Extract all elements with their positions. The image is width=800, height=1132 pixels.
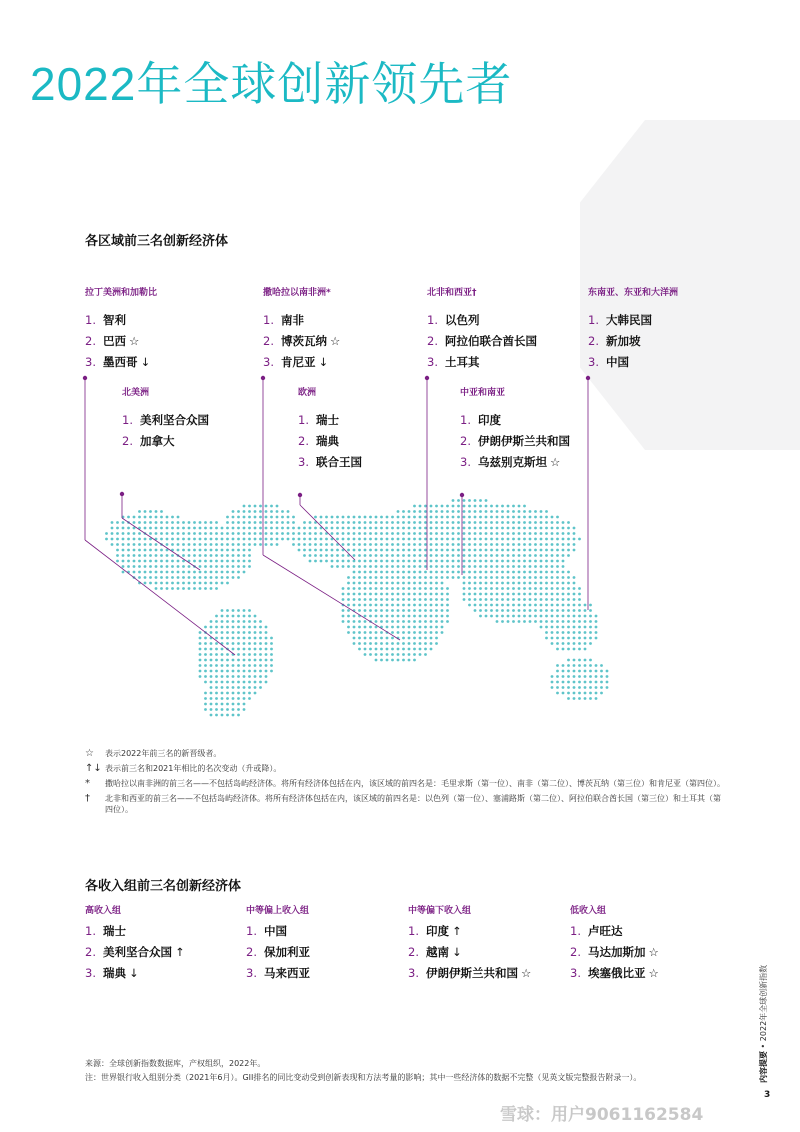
list-item xyxy=(408,923,531,939)
region-name: 拉丁美洲和加勒比 xyxy=(85,288,158,298)
rank-number: 3. xyxy=(85,355,96,369)
income-ranking-list xyxy=(570,923,659,981)
legend-row-asterisk xyxy=(85,778,725,789)
rank-mark: ↓ xyxy=(129,966,139,980)
rank-mark: ☆ xyxy=(550,455,561,469)
rank-number: 2. xyxy=(298,434,309,448)
economy-name: 以色列 xyxy=(445,313,480,327)
rank-number: 1. xyxy=(427,313,438,327)
rank-number: 2. xyxy=(85,334,96,348)
rank-mark: ↑ xyxy=(452,924,462,938)
rank-mark: ☆ xyxy=(330,334,341,348)
region-north-america xyxy=(122,385,212,454)
up-down-arrow-icon: ↑↓ xyxy=(85,763,102,774)
connector-dot xyxy=(586,376,590,380)
list-item xyxy=(408,944,531,960)
legend-text: 表示前三名和2021年相比的名次变动（升或降）。 xyxy=(105,764,282,773)
list-item xyxy=(460,454,573,470)
rank-number: 3. xyxy=(246,966,257,980)
economy-name: 乌兹别克斯坦 xyxy=(478,455,547,469)
list-item xyxy=(427,333,540,349)
region-central-south-asia xyxy=(460,385,573,475)
economy-name: 联合王国 xyxy=(316,455,362,469)
region-ranking-list xyxy=(460,412,573,470)
list-item xyxy=(588,333,678,349)
income-group-upper-middle xyxy=(246,903,313,986)
rank-number: 3. xyxy=(460,455,471,469)
income-ranking-list xyxy=(246,923,313,981)
list-item xyxy=(427,312,540,328)
economy-name: 美利坚合众国 xyxy=(140,413,209,427)
economy-name: 新加坡 xyxy=(606,334,641,348)
page-title: 2022年全球创新领先者 xyxy=(30,58,513,110)
list-item xyxy=(263,333,340,349)
rank-number: 2. xyxy=(427,334,438,348)
page-number: 3 xyxy=(764,1090,771,1100)
list-item xyxy=(85,333,157,349)
rank-mark: ↓ xyxy=(140,355,151,369)
region-latin-america xyxy=(85,285,157,375)
economy-name: 墨西哥 xyxy=(103,355,138,369)
economy-name: 埃塞俄比亚 xyxy=(588,966,646,980)
region-ranking-list xyxy=(85,312,157,370)
rank-number: 2. xyxy=(122,434,133,448)
list-item xyxy=(298,412,365,428)
income-group-lower-middle xyxy=(408,903,531,986)
economy-name: 瑞士 xyxy=(316,413,339,427)
rank-number: 3. xyxy=(588,355,599,369)
connector-namerica-diag xyxy=(122,518,200,570)
dagger-icon: † xyxy=(85,793,90,804)
economy-name: 印度 xyxy=(426,924,449,938)
asterisk-icon: * xyxy=(85,778,90,789)
list-item xyxy=(85,312,157,328)
region-ranking-list xyxy=(427,312,540,370)
legend-row-star xyxy=(85,748,725,759)
list-item xyxy=(570,944,659,960)
sidebar-section: 内容提要 xyxy=(759,1051,768,1083)
list-item xyxy=(588,312,678,328)
list-item xyxy=(460,433,573,449)
economy-name: 大韩民国 xyxy=(606,313,652,327)
rank-number: 2. xyxy=(588,334,599,348)
rank-number: 1. xyxy=(588,313,599,327)
legend-text: 北非和西亚的前三名——不包括岛屿经济体。将所有经济体包括在内，该区域的前四名是：以色列（第一位）、塞浦路斯（第二位）、阿拉伯联合酋长国（第三位）和土耳其（第四位）。 xyxy=(105,794,721,814)
rank-number: 3. xyxy=(298,455,309,469)
income-group-name: 低收入组 xyxy=(570,906,607,916)
rank-number: 2. xyxy=(570,945,581,959)
region-north-africa-west-asia xyxy=(427,285,540,375)
economy-name: 印度 xyxy=(478,413,501,427)
region-ranking-list xyxy=(588,312,678,370)
rank-mark: ↑ xyxy=(175,945,185,959)
rank-number: 1. xyxy=(263,313,274,327)
economy-name: 马达加斯加 xyxy=(588,945,646,959)
region-ranking-list xyxy=(298,412,365,470)
watermark: 雪球：用户9061162584 xyxy=(500,1105,704,1125)
rank-mark: ↓ xyxy=(452,945,462,959)
economy-name: 中国 xyxy=(264,924,287,938)
income-group-name: 中等偏上收入组 xyxy=(246,906,310,916)
connector-dot xyxy=(120,492,124,496)
economy-name: 瑞士 xyxy=(103,924,126,938)
rank-number: 3. xyxy=(263,355,274,369)
rank-number: 3. xyxy=(570,966,581,980)
rank-number: 1. xyxy=(246,924,257,938)
region-sub-saharan-africa xyxy=(263,285,340,375)
list-item xyxy=(85,944,185,960)
income-group-low xyxy=(570,903,659,986)
income-group-name: 中等偏下收入组 xyxy=(408,906,472,916)
income-group-high xyxy=(85,903,185,986)
economy-name: 博茨瓦纳 xyxy=(281,334,327,348)
region-europe xyxy=(298,385,365,475)
list-item xyxy=(298,433,365,449)
connector-dot xyxy=(298,493,302,497)
economy-name: 卢旺达 xyxy=(588,924,623,938)
rank-mark: ☆ xyxy=(129,334,140,348)
region-name: 北美洲 xyxy=(122,388,150,398)
region-name: 中亚和南亚 xyxy=(460,388,506,398)
list-item xyxy=(427,354,540,370)
legend-text: 撒哈拉以南非洲的前三名——不包括岛屿经济体。将所有经济体包括在内，该区域的前四名是：毛里求斯（第一位）、南非（第二位）、博茨瓦纳（第三位）和肯尼亚（第四位）。 xyxy=(105,779,725,788)
economy-name: 马来西亚 xyxy=(264,966,310,980)
rank-mark: ☆ xyxy=(648,945,659,959)
economy-name: 肯尼亚 xyxy=(281,355,316,369)
income-ranking-list xyxy=(408,923,531,981)
rank-mark: ☆ xyxy=(648,966,659,980)
income-group-name: 高收入组 xyxy=(85,906,122,916)
list-item xyxy=(263,312,340,328)
income-note: 注：世界银行收入组别分类（2021年6月）。GII排名的同比变动受到创新表现和方法考量的影响；其中一些经济体的数据不完整（见英文版完整报告附录一）。 xyxy=(85,1073,642,1082)
income-section-title: 各收入组前三名创新经济体 xyxy=(85,879,242,894)
rank-number: 2. xyxy=(263,334,274,348)
economy-name: 阿拉伯联合酋长国 xyxy=(445,334,537,348)
list-item xyxy=(263,354,340,370)
economy-name: 伊朗伊斯兰共和国 xyxy=(478,434,570,448)
economy-name: 伊朗伊斯兰共和国 xyxy=(426,966,518,980)
list-item xyxy=(588,354,678,370)
region-ranking-list xyxy=(122,412,212,449)
income-ranking-list xyxy=(85,923,185,981)
legend-row-dagger xyxy=(85,793,725,815)
economy-name: 加拿大 xyxy=(140,434,175,448)
economy-name: 美利坚合众国 xyxy=(103,945,172,959)
rank-mark: ☆ xyxy=(521,966,532,980)
legend xyxy=(85,748,725,819)
economy-name: 保加利亚 xyxy=(264,945,310,959)
rank-number: 3. xyxy=(85,966,96,980)
regions-section-title: 各区域前三名创新经济体 xyxy=(85,234,229,249)
rank-number: 2. xyxy=(85,945,96,959)
list-item xyxy=(246,923,313,939)
rank-number: 1. xyxy=(85,924,96,938)
connector-latam-diag xyxy=(85,540,235,655)
sidebar-report: 2022年全球创新指数 xyxy=(759,964,768,1042)
legend-row-arrows xyxy=(85,763,725,774)
connector-dot xyxy=(83,376,87,380)
connector-ssa-diag xyxy=(263,555,400,640)
rank-number: 2. xyxy=(408,945,419,959)
economy-name: 南非 xyxy=(281,313,304,327)
list-item xyxy=(246,944,313,960)
region-name: 北非和西亚† xyxy=(427,288,477,298)
region-name: 欧洲 xyxy=(298,388,317,398)
economy-name: 瑞典 xyxy=(316,434,339,448)
economy-name: 越南 xyxy=(426,945,449,959)
list-item xyxy=(85,354,157,370)
rank-mark: ↓ xyxy=(318,355,329,369)
list-item xyxy=(408,965,531,981)
region-ranking-list xyxy=(263,312,340,370)
economy-name: 智利 xyxy=(103,313,126,327)
source-note: 来源：全球创新指数数据库，产权组织，2022年。 xyxy=(85,1059,266,1068)
region-name: 东南亚、东亚和大洋洲 xyxy=(588,288,679,298)
list-item xyxy=(122,433,212,449)
rank-number: 1. xyxy=(460,413,471,427)
region-name: 撒哈拉以南非洲* xyxy=(263,288,331,298)
economy-name: 瑞典 xyxy=(103,966,126,980)
footnotes xyxy=(85,1057,641,1085)
rank-number: 2. xyxy=(460,434,471,448)
list-item xyxy=(570,965,659,981)
legend-text: 表示2022年前三名的新晋级者。 xyxy=(105,749,222,758)
rank-number: 1. xyxy=(408,924,419,938)
star-icon: ☆ xyxy=(85,748,94,759)
rank-number: 1. xyxy=(85,313,96,327)
rank-number: 2. xyxy=(246,945,257,959)
sidebar-separator: • xyxy=(759,1043,768,1049)
economy-name: 土耳其 xyxy=(445,355,480,369)
economy-name: 巴西 xyxy=(103,334,126,348)
list-item xyxy=(122,412,212,428)
connector-dot xyxy=(425,376,429,380)
list-item xyxy=(460,412,573,428)
list-item xyxy=(570,923,659,939)
rank-number: 1. xyxy=(570,924,581,938)
list-item xyxy=(85,965,185,981)
rank-number: 1. xyxy=(298,413,309,427)
connector-dot xyxy=(460,493,464,497)
list-item xyxy=(85,923,185,939)
list-item xyxy=(246,965,313,981)
region-southeast-asia-oceania xyxy=(588,285,678,375)
rank-number: 3. xyxy=(408,966,419,980)
rank-number: 1. xyxy=(122,413,133,427)
rank-number: 3. xyxy=(427,355,438,369)
sidebar-running-header xyxy=(758,965,769,1083)
economy-name: 中国 xyxy=(606,355,629,369)
connector-europe-diag xyxy=(300,505,355,560)
connector-dot xyxy=(261,376,265,380)
list-item xyxy=(298,454,365,470)
